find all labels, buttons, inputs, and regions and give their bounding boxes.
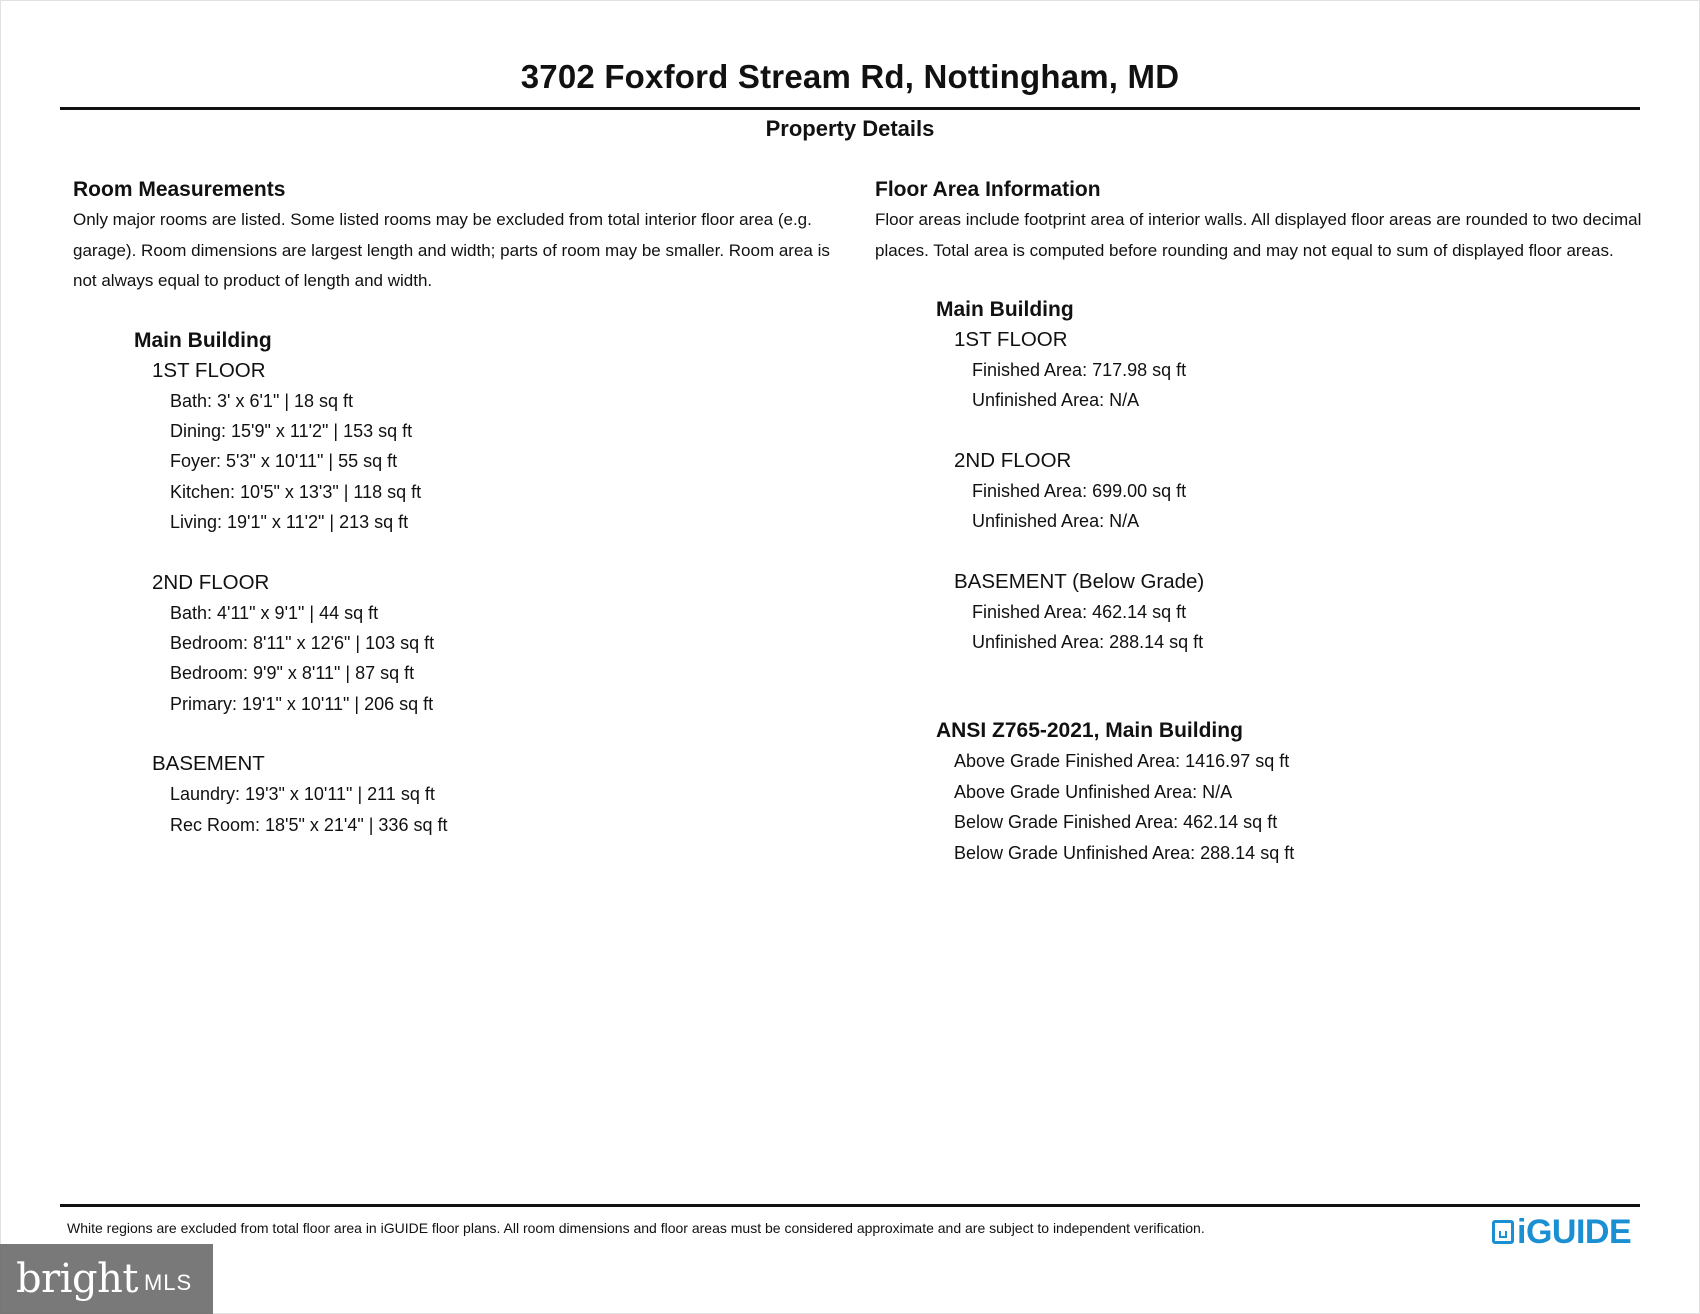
floor-name: 1ST FLOOR [152,358,266,382]
iguide-logo-text: iGUIDE [1517,1212,1632,1251]
ansi-heading: ANSI Z765-2021, Main Building [936,719,1243,743]
unfinished-area: Unfinished Area: 288.14 sq ft [972,632,1204,653]
floor-group [152,356,843,538]
ansi-item: Above Grade Finished Area: 1416.97 sq ft [954,751,1290,772]
room-item: Bedroom: 9'9" x 8'11" | 87 sq ft [170,663,415,684]
room-item: Primary: 19'1" x 10'11" | 206 sq ft [170,693,434,714]
room-item: Bedroom: 8'11" x 12'6" | 103 sq ft [170,632,435,653]
floor-area-building [936,295,1655,868]
room-item: Foyer: 5'3" x 10'11" | 55 sq ft [170,451,398,472]
unfinished-area: Unfinished Area: N/A [972,390,1140,411]
floor-group [954,446,1655,537]
iguide-logo-icon [1492,1220,1514,1244]
room-item: Bath: 3' x 6'1" | 18 sq ft [170,390,354,411]
watermark-suffix: MLS [143,1270,193,1295]
floor-area-section [875,175,1655,868]
ansi-item: Below Grade Finished Area: 462.14 sq ft [954,812,1278,833]
room-item: Dining: 15'9" x 11'2" | 153 sq ft [170,420,413,441]
footer-divider [60,1204,1640,1207]
room-measurements-section [73,175,843,840]
room-item: Living: 19'1" x 11'2" | 213 sq ft [170,512,409,533]
floor-group [152,568,843,720]
building-name: Main Building [134,328,272,352]
room-item: Kitchen: 10'5" x 13'3" | 118 sq ft [170,481,422,502]
bright-mls-watermark [0,1244,213,1314]
floor-group [954,567,1655,658]
floor-area-description: Floor areas include footprint area of interior walls. All displayed floor areas are rounded to two decimal places. Total area is computed before rounding and may not equal to sum of displayed floor areas. [875,210,1642,260]
finished-area: Finished Area: 699.00 sq ft [972,480,1187,501]
title-divider [60,107,1640,110]
unfinished-area: Unfinished Area: N/A [972,511,1140,532]
building-name: Main Building [936,298,1074,321]
page-title: 3702 Foxford Stream Rd, Nottingham, MD [520,58,1180,95]
footer-disclaimer: White regions are excluded from total floor area in iGUIDE floor plans. All room dimensions and floor areas must be considered approximate and are subject to independent verification. [67,1220,1205,1236]
floor-group [954,325,1655,416]
floor-group [152,749,843,840]
ansi-item: Below Grade Unfinished Area: 288.14 sq ft [954,842,1295,863]
floor-name: BASEMENT [152,752,265,776]
page-subtitle: Property Details [765,116,935,141]
ansi-list [954,746,1655,868]
finished-area: Finished Area: 462.14 sq ft [972,601,1187,622]
ansi-item: Above Grade Unfinished Area: N/A [954,781,1233,802]
room-item: Bath: 4'11" x 9'1" | 44 sq ft [170,602,379,623]
iguide-logo [1492,1212,1632,1251]
room-measurements-heading: Room Measurements [73,178,286,201]
floor-name: 2ND FLOOR [954,448,1072,472]
room-item: Rec Room: 18'5" x 21'4" | 336 sq ft [170,814,448,835]
floor-area-heading: Floor Area Information [875,178,1101,201]
floor-name: BASEMENT (Below Grade) [954,569,1205,593]
floor-name: 1ST FLOOR [954,328,1068,351]
watermark-word: bright [16,1256,138,1302]
room-item: Laundry: 19'3" x 10'11" | 211 sq ft [170,784,435,805]
room-measurements-building [134,326,843,840]
floor-name: 2ND FLOOR [152,570,270,594]
finished-area: Finished Area: 717.98 sq ft [972,360,1187,380]
room-measurements-description: Only major rooms are listed. Some listed rooms may be excluded from total interior floor area (e.g. garage). Room dimensions are largest length and width; parts of room may be smaller. Room area is not always equal to product of length and width. [73,210,830,290]
